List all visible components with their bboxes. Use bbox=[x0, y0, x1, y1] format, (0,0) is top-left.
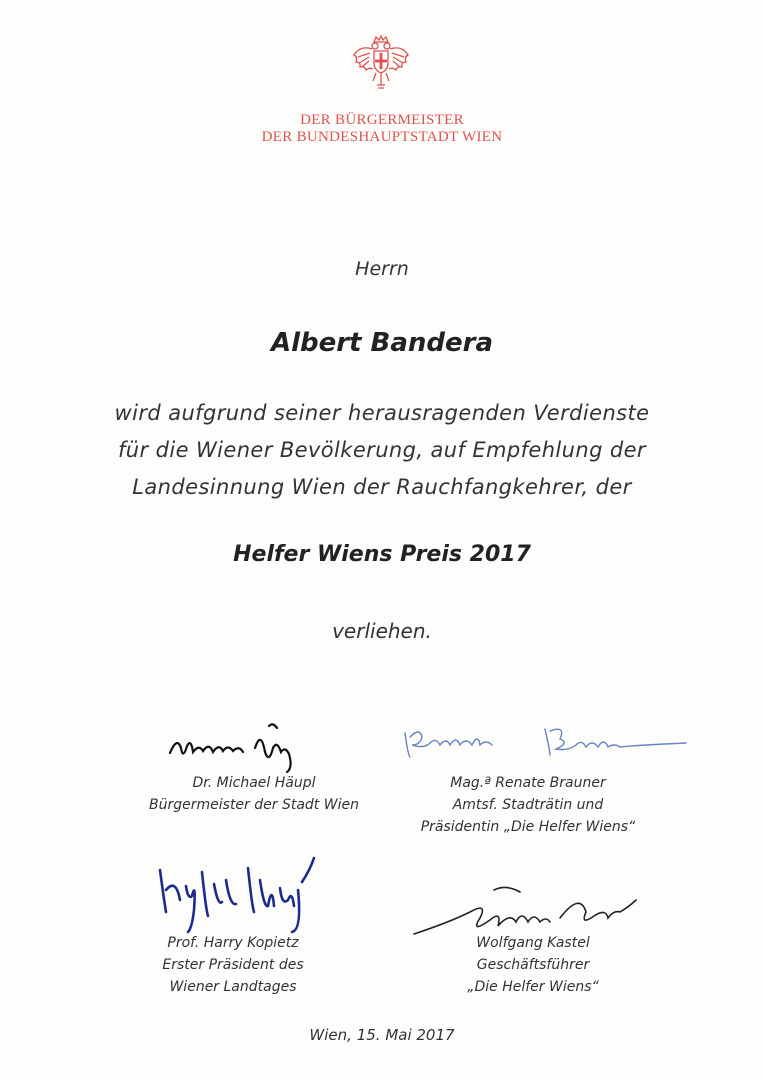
signatory-title: Geschäftsführer bbox=[476, 957, 590, 973]
signatory-title: Bürgermeister der Stadt Wien bbox=[149, 797, 359, 813]
award-title: Helfer Wiens Preis 2017 bbox=[233, 542, 531, 567]
signature-brauner bbox=[400, 715, 690, 770]
signatory-title: „Die Helfer Wiens“ bbox=[467, 979, 599, 995]
signatory-title: Wiener Landtages bbox=[169, 979, 297, 995]
signature-kopietz bbox=[152, 850, 322, 935]
letterhead-title: DER BÜRGERMEISTER bbox=[300, 112, 464, 128]
signatory-title: Präsidentin „Die Helfer Wiens“ bbox=[420, 819, 636, 835]
signatory-name: Dr. Michael Häupl bbox=[192, 775, 316, 791]
signatory-name: Prof. Harry Kopietz bbox=[167, 935, 299, 951]
salutation: Herrn bbox=[355, 258, 409, 280]
award-verb: verliehen. bbox=[332, 619, 432, 643]
letterhead-subtitle: DER BUNDESHAUPTSTADT WIEN bbox=[261, 129, 503, 145]
signatory-title: Amtsf. Stadträtin und bbox=[452, 797, 604, 813]
body-line: wird aufgrund seiner herausragenden Verdienste bbox=[114, 401, 650, 425]
signatory-brauner bbox=[368, 772, 688, 838]
signatory-name: Wolfgang Kastel bbox=[476, 935, 590, 951]
signature-haeupl bbox=[165, 718, 315, 773]
signatory-kopietz bbox=[73, 932, 393, 998]
body-line: für die Wiener Bevölkerung, auf Empfehlung der bbox=[118, 438, 646, 462]
signatory-title: Erster Präsident des bbox=[162, 957, 304, 973]
recipient-name: Albert Bandera bbox=[270, 328, 494, 358]
signatory-name: Mag.ª Renate Brauner bbox=[450, 775, 606, 791]
vienna-eagle-crest-icon bbox=[350, 35, 412, 91]
signatory-haeupl bbox=[94, 772, 414, 816]
signatory-kastel bbox=[373, 932, 693, 998]
body-line: Landesinnung Wien der Rauchfangkehrer, der bbox=[132, 475, 632, 499]
issue-date: Wien, 15. Mai 2017 bbox=[309, 1026, 455, 1044]
